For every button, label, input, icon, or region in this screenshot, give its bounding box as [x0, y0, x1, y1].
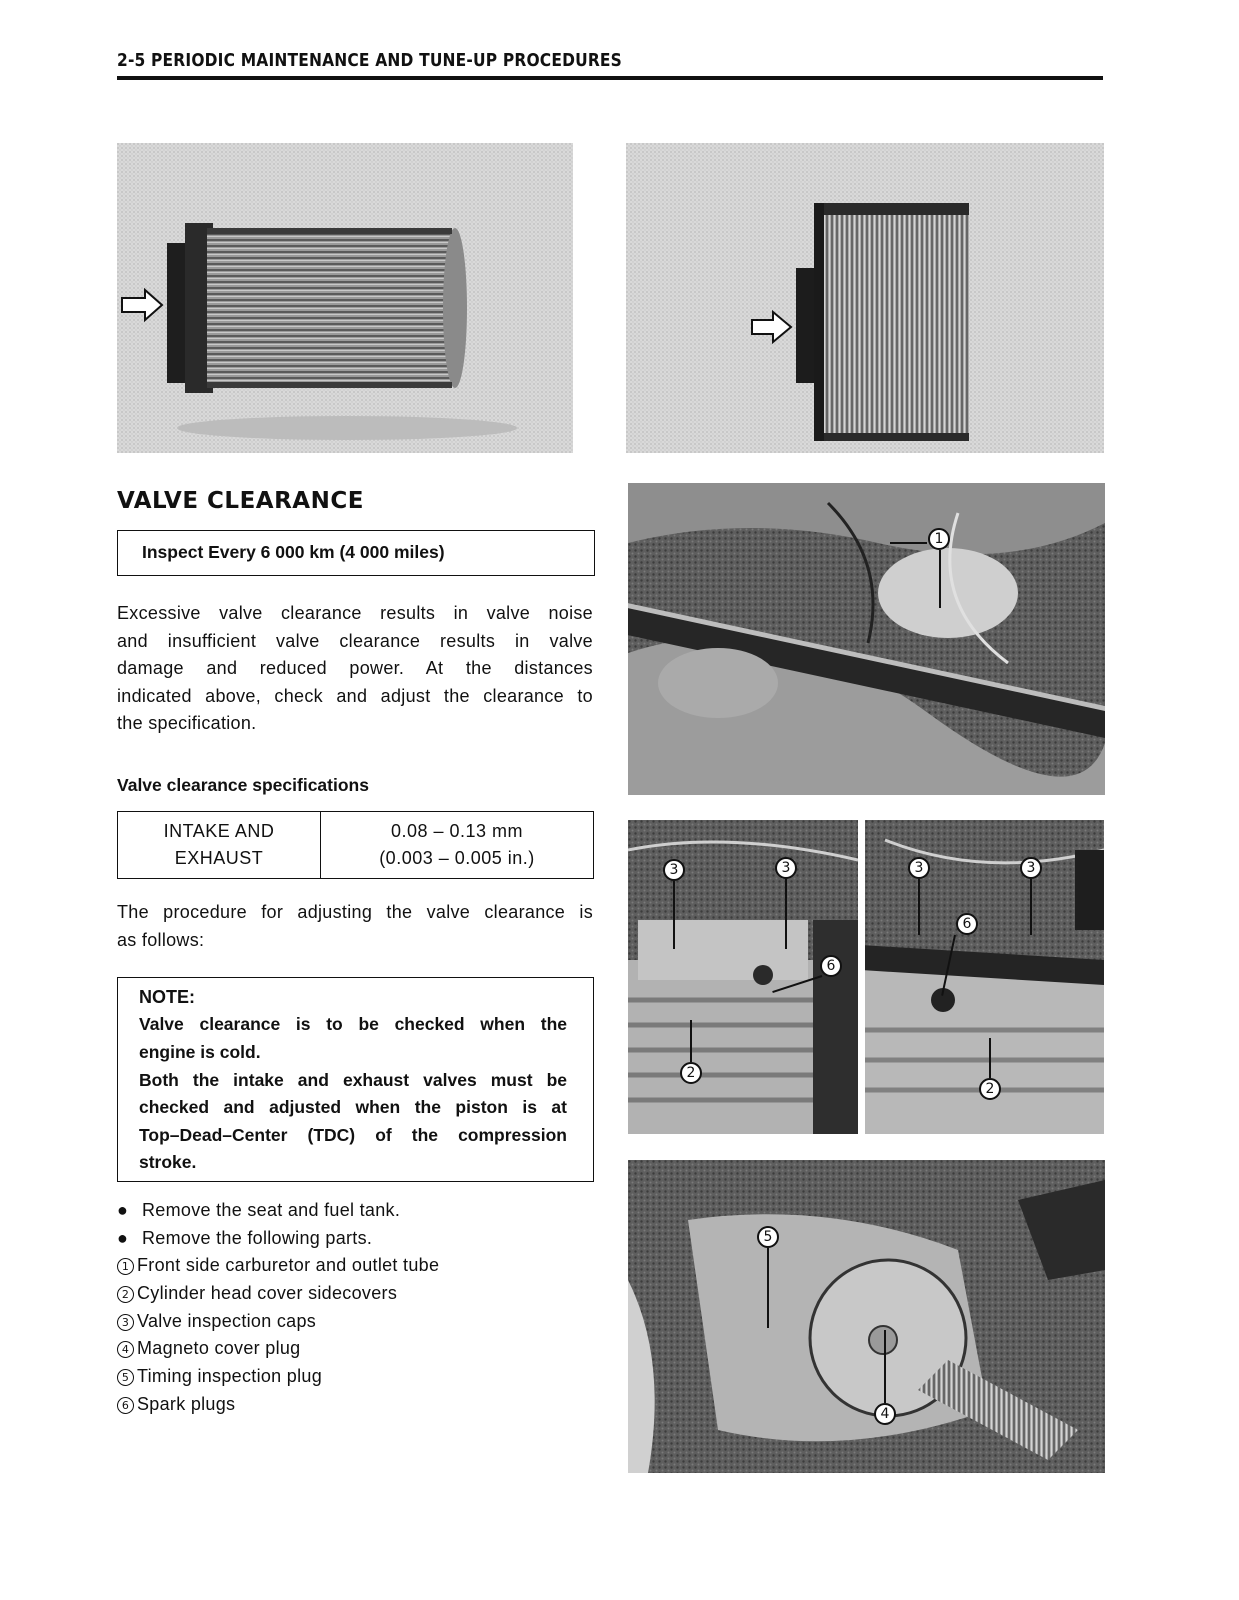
intro-line-3: damage and reduced power. At the distances [117, 658, 593, 678]
callout-leader [884, 1330, 886, 1403]
note-line-1: Valve clearance is to be checked when the [139, 1014, 567, 1034]
page-header: 2-5 PERIODIC MAINTENANCE AND TUNE-UP PROCEDURES [117, 50, 622, 71]
inspection-interval-box [117, 530, 595, 576]
note-box [117, 977, 594, 1182]
part-item: 2 Cylinder head cover sidecovers [117, 1280, 439, 1308]
spec-label-cell [118, 812, 321, 878]
callout-3: 3 [663, 859, 685, 881]
bullet-icon: ● [117, 1227, 129, 1248]
spec-label-line1: INTAKE AND [163, 821, 275, 841]
part-number-badge: 5 [117, 1369, 134, 1386]
part-item: 5 Timing inspection plug [117, 1363, 439, 1391]
callout-3: 3 [775, 857, 797, 879]
callout-4: 4 [874, 1403, 896, 1425]
callout-2: 2 [979, 1078, 1001, 1100]
callout-leader [890, 542, 927, 544]
spec-value-in: (0.003 – 0.005 in.) [379, 848, 535, 868]
spec-value-mm: 0.08 – 0.13 mm [390, 821, 524, 841]
inspection-interval-text: Inspect Every 6 000 km (4 000 miles) [142, 542, 445, 562]
callout-leader [918, 879, 920, 935]
note-line-2: engine is cold. [139, 1042, 261, 1062]
note-line-6: stroke. [139, 1152, 197, 1172]
callout-5: 5 [757, 1226, 779, 1248]
part-item: 3 Valve inspection caps [117, 1308, 439, 1336]
callout-3: 3 [908, 857, 930, 879]
part-number-badge: 4 [117, 1341, 134, 1358]
carburetor-photo [628, 483, 1105, 795]
callout-3: 3 [1020, 857, 1042, 879]
intro-line-4: indicated above, check and adjust the clearance to [117, 686, 593, 706]
bullet-icon: ● [117, 1200, 129, 1220]
magneto-cover-photo [628, 1160, 1105, 1473]
note-line-5: Top–Dead–Center (TDC) of the compression [139, 1125, 567, 1145]
callout-leader [989, 1038, 991, 1078]
part-number-badge: 1 [117, 1258, 134, 1275]
spec-table [117, 811, 594, 879]
procedure-list [117, 1197, 439, 1419]
list-item: ● Remove the following parts. [117, 1225, 439, 1253]
intro-line-5: the specification. [117, 713, 257, 733]
procedure-line-2: as follows: [117, 930, 205, 950]
intro-line-2: and insufficient valve clearance results in valve [117, 631, 593, 651]
part-item: 4 Magneto cover plug [117, 1335, 439, 1363]
spec-heading: Valve clearance specifications [117, 775, 369, 795]
section-title: VALVE CLEARANCE [117, 488, 364, 514]
callout-6: 6 [956, 913, 978, 935]
spec-value-cell [321, 812, 593, 878]
air-filter-photo-left [117, 143, 573, 453]
part-number-badge: 3 [117, 1314, 134, 1331]
spec-label-line2: EXHAUST [174, 848, 264, 868]
header-rule [117, 76, 1103, 80]
callout-6: 6 [820, 955, 842, 977]
part-number-badge: 2 [117, 1286, 134, 1303]
part-number-badge: 6 [117, 1397, 134, 1414]
note-title: NOTE: [139, 987, 195, 1007]
callout-leader [767, 1248, 769, 1328]
air-filter-photo-right [626, 143, 1104, 453]
intro-line-1: Excessive valve clearance results in valve noise [117, 603, 593, 623]
note-line-3: Both the intake and exhaust valves must be [139, 1070, 567, 1090]
part-item: 1 Front side carburetor and outlet tube [117, 1252, 439, 1280]
callout-leader [1030, 879, 1032, 935]
part-item: 6 Spark plugs [117, 1391, 439, 1419]
procedure-line-1: The procedure for adjusting the valve clearance is [117, 902, 593, 922]
callout-2: 2 [680, 1062, 702, 1084]
list-item: ● Remove the seat and fuel tank. [117, 1197, 439, 1225]
callout-leader [785, 879, 787, 949]
callout-leader [690, 1020, 692, 1062]
callout-1: 1 [928, 528, 950, 550]
callout-leader [939, 550, 941, 608]
note-line-4: checked and adjusted when the piston is at [139, 1097, 567, 1117]
callout-leader [673, 881, 675, 949]
